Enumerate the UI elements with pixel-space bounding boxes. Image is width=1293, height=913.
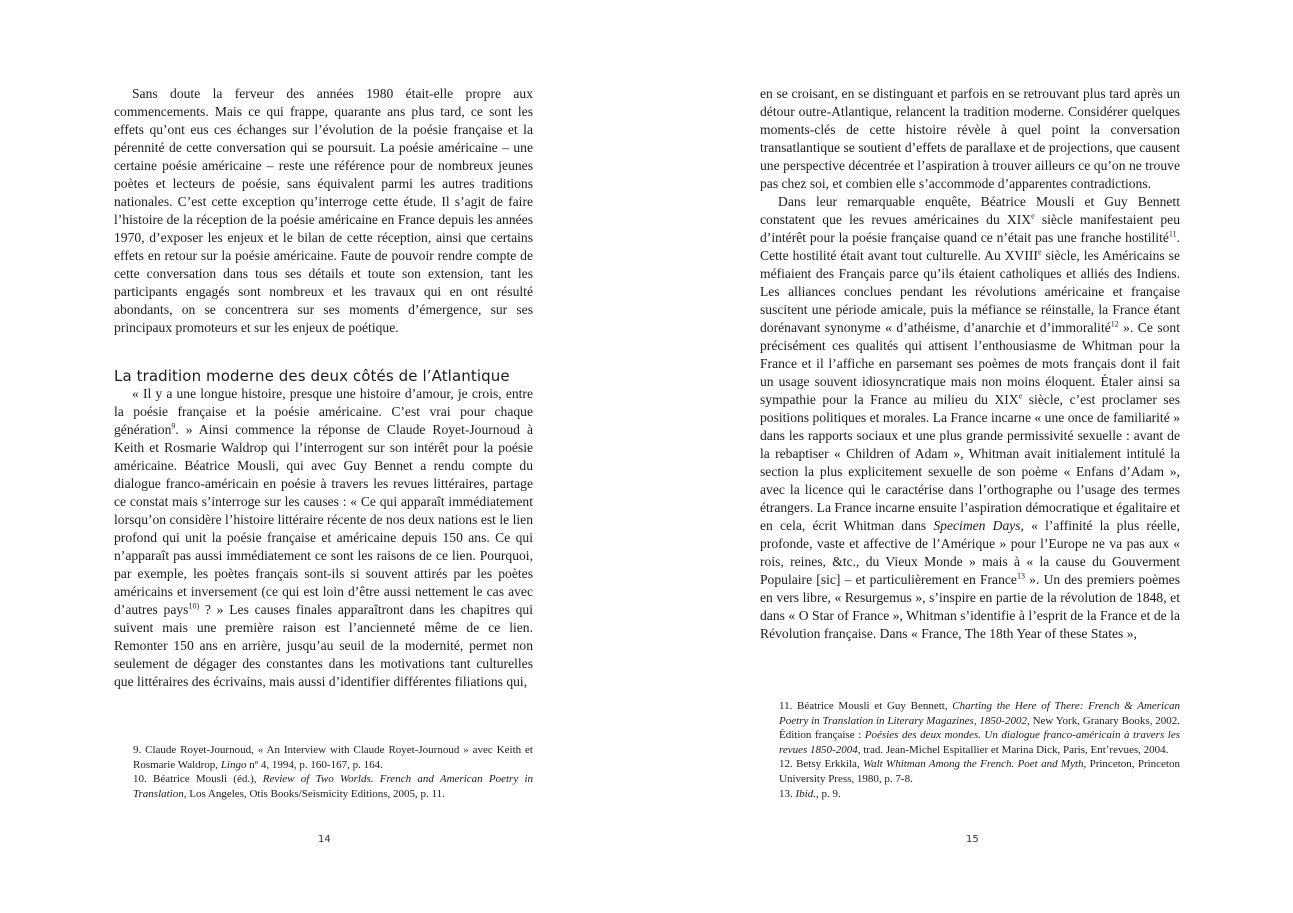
text-run: 11. Béatrice Mousli et Guy Bennett, (779, 700, 953, 712)
text-run: siècle manifestaient peu d’intérêt pour la poésie française quand ce n’était pas une franche hostilité (760, 212, 1181, 245)
left-paragraph-2 (114, 385, 533, 691)
ibid: Ibid. (795, 787, 816, 800)
right-footnotes (779, 699, 1180, 801)
text-run: 13. (779, 787, 796, 800)
text-run: « Il y a une longue histoire, presque une histoire d’amour, je crois, entre la poésie française et la poésie américaine. C’est vrai pour chaque génération (114, 386, 533, 437)
text-run: , Los Angeles, Otis Books/Seismicity Editions, 2005, p. 11. (183, 787, 445, 800)
right-paragraph-1: en se croisant, en se distinguant et parfois en se retrouvant plus tard après un détour outre-Atlantique, relancent la tradition moderne. Considérer quelques moments-clés de cette histoire révèle à quel point la conversation transatlantique se soutient d’effets de parallaxe et de projections, que causent une perspective décentrée et l’aspiration à trouver ailleurs ce qu’on ne trouve pas chez soi, et combien elle s’accommode d’apparentes contradictions. (760, 86, 1180, 191)
text-run: , « l’affinité la plus réelle, profonde, vaste et affective de l’Amérique » pour l’Europe ne va pas aux « rois, reines, &tc., du Vieux Monde » mais à « la cause du Gouverment Populaire [sic] – et particulièrement en France (760, 518, 1180, 587)
footnote-10 (133, 772, 533, 801)
text-run: Dans leur remarquable enquête, Béatrice Mousli et Guy Bennett constatent que les revues américaines du XIX (760, 194, 1180, 227)
text-run: , p. 9. (815, 787, 841, 800)
right-page-body (760, 85, 1180, 643)
right-paragraph-2 (760, 193, 1180, 643)
superscript: e (1031, 211, 1035, 221)
footnote-13 (779, 787, 1180, 802)
left-page-body (114, 85, 533, 691)
text-run: ». Un des premiers poèmes en vers libre, « Resurgemus », s’inspire en partie de la révolution de 1848, et dans « O Star of France », Whitman s’identifie à l’esprit de la France et de la Révolution française. Dans « France, The 18th Year of these States », (760, 572, 1180, 641)
text-run: . Cette hostilité était avant tout culturelle. Au XVIII (760, 230, 1180, 263)
journal-title: Lingo (220, 758, 247, 771)
superscript: e (1018, 391, 1023, 401)
footnote-9 (133, 743, 533, 772)
footnote-ref-11[interactable]: 11 (1168, 229, 1177, 239)
text-run: , New York, Granary Books, 2002. Édition française : (779, 714, 1180, 742)
text-run: 12. Betsy Erkkila, (779, 758, 863, 771)
text-run: ? » Les causes finales apparaîtront dans les chapitres qui suivent mais une première raison est l’ancienneté même de ce lien. Remonter 150 ans en arrière, jusqu’au seuil de la modernité, permet non seulement de dégager des constantes dans les motivations tant culturelles que littéraires des écrivains, mais aussi d’identifier différentes filiations qui, (114, 602, 534, 689)
footnote-ref-10[interactable]: 10) (188, 601, 200, 611)
section-heading: La tradition moderne des deux côtés de l’Atlantique (114, 367, 510, 385)
footnote-ref-13[interactable]: 13 (1016, 571, 1025, 581)
text-run: 10. Béatrice Mousli (éd.), (133, 773, 263, 786)
text-run: siècle, c’est proclamer ses positions politiques et morales. La France incarne « une once de familiarité » dans les rapports sociaux et une plus grande permissivité sexuelle : avant de la rebaptiser « Children of Adam », Whitman avait initialement intitulé la section la plus explicitement sexuelle de son poème « Enfans d’Adam », avec la licence qui le caractérise dans l’orthographe ou l’usage des termes étrangers. La France incarne ensuite l’aspiration démocratique et égalitaire et en cela, écrit Whitman dans (760, 392, 1180, 533)
book-title: Review of Two Worlds. French and American Poetry in Translation (133, 773, 533, 800)
text-run: 9. Claude Royet-Journoud, « An Interview with Claude Royet-Journoud » avec Keith et Rosmarie Waldrop, (133, 744, 533, 771)
text-run: nº 4, 1994, p. 160-167, p. 164. (246, 758, 383, 771)
book-title: Walt Whitman Among the French. Poet and Myth (862, 758, 1084, 771)
page-number: 15 (966, 834, 979, 845)
superscript: e (1037, 247, 1042, 257)
left-page (0, 0, 646, 913)
footnote-11 (779, 699, 1180, 757)
left-paragraph-1: Sans doute la ferveur des années 1980 était-elle propre aux commencements. Mais ce qui frappe, quarante ans plus tard, ce sont les effets qu’ont eus ces échanges sur l’évolution de la poésie française et la pérennité de cette conversation qui se poursuit. La poésie américaine – une certaine poésie américaine – reste une référence pour de nombreux jeunes poètes et lecteurs de poésie, sans équivalent parmi les autres traditions nationales. C’est cette exception qu’interroge cette étude. Il s’agit de faire l’histoire de la réception de la poésie américaine en France depuis les années 1970, d’exposer les enjeux et le bilan de cette réception, ainsi que certains effets en retour sur la poésie américaine. Faute de pouvoir rendre compte de cette conversation dans tous ses détails et toute son extension, tant les participants engagés sont nombreux et les travaux qui en ont résulté abondants, on se concentrera sur ses moments d’émergence, sur ses principaux promoteurs et sur les enjeux de poétique. (114, 86, 533, 335)
text-run: , Princeton, Princeton University Press, 1980, p. 7-8. (779, 758, 1180, 785)
text-run: . » Ainsi commence la réponse de Claude Royet-Journoud à Keith et Rosmarie Waldrop qui l’interrogent sur son intérêt pour la poésie américaine. Béatrice Mousli, qui avec Guy Bennet a rendu compte du dialogue franco-américain en poésie à travers les revues littéraires, partage ce constat mais s’interroge sur les causes : « Ce qui apparaît immédiatement lorsqu’on considère l’histoire littéraire récente de nos deux nations est le lien profond qui unit la poésie française et américaine depuis 150 ans. Ce qui n’apparaît pas aussi immédiatement ce sont les raisons de ce lien. Pourquoi, par exemple, les poètes français sont-ils si souvent attirés par les poètes américains et inversement (ce qui est loin d’être aussi nettement le cas avec d’autres pays (114, 422, 533, 617)
book-title: Poésies des deux mondes. Un dialogue franco-américain à travers les revues 1850-2004 (779, 729, 1180, 756)
footnote-12 (779, 757, 1180, 786)
page-number: 14 (318, 834, 331, 845)
text-run: siècle, les Américains se méfiaient des Français parce qu’ils étaient catholiques et alliés des Indiens. Les alliances conclues pendant les révolutions américaine et française suscitent une période amicale, puis la méfiance se réinstalle, la France étant dorénavant synonyme « d’athéisme, d’anarchie et d’immoralité (760, 248, 1180, 335)
right-page (646, 0, 1293, 913)
left-footnotes (133, 743, 533, 801)
book-title: Specimen Days (933, 518, 1021, 533)
footnote-ref-9[interactable]: 9 (171, 421, 176, 431)
footnote-ref-12[interactable]: 12 (1110, 319, 1119, 329)
text-run: ». Ce sont précisément ces qualités qui attisent l’enthousiasme de Whitman pour la France et il l’affiche en parsemant ses poèmes de mots français dont il fait un usage souvent idiosyncratique mais non moins éloquent. Étaler ainsi sa sympathie pour la France au milieu du XIX (760, 320, 1180, 407)
book-title: Charting the Here of There: French & American Poetry in Translation in Literary Magazines, 1850-2002 (779, 700, 1180, 727)
text-run: , trad. Jean-Michel Espitallier et Marina Dick, Paris, Ent’revues, 2004. (857, 743, 1169, 756)
